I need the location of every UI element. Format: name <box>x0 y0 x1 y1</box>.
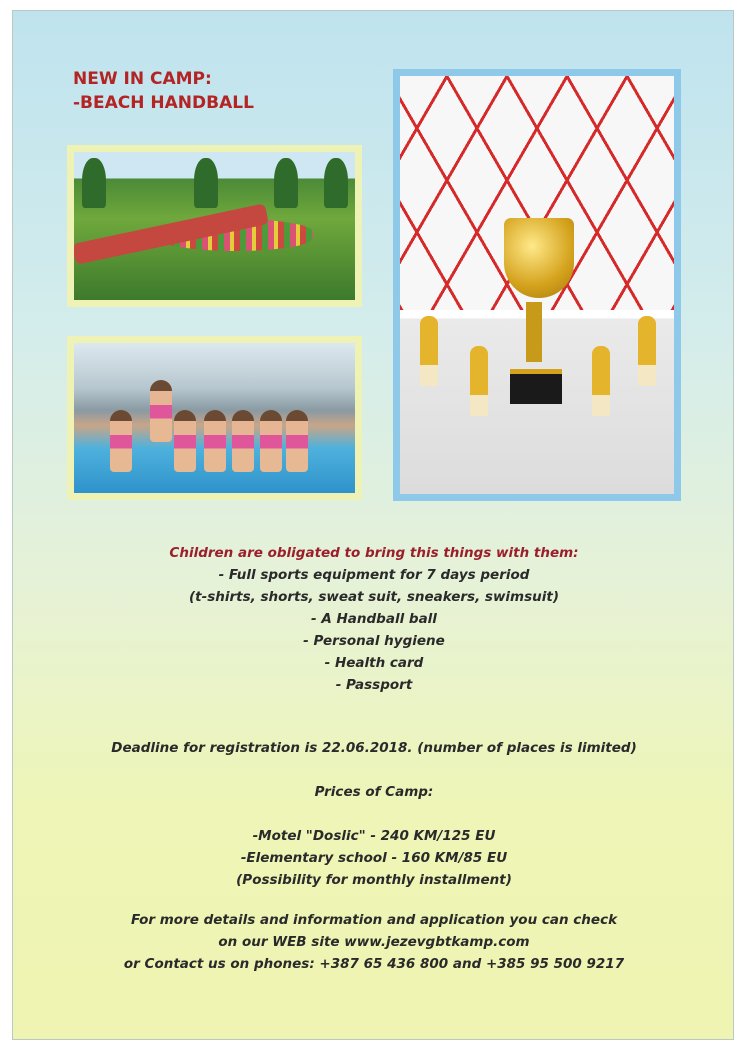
contact-block <box>13 909 735 975</box>
pool-photo <box>74 343 355 493</box>
deadline-text: Deadline for registration is 22.06.2018. (number of places is limited) <box>111 740 637 756</box>
headline <box>73 67 254 115</box>
garden-photo-frame <box>67 145 362 307</box>
prices-block <box>13 781 735 891</box>
requirement-item: - Personal hygiene <box>303 633 445 649</box>
requirement-item: - Passport <box>335 677 413 693</box>
price-item: (Possibility for monthly installment) <box>236 872 512 888</box>
trophy-photo <box>400 76 674 494</box>
website-link[interactable]: www.jezevgbtkamp.com <box>344 934 530 950</box>
deadline-block <box>13 737 735 759</box>
requirement-item: - A Handball ball <box>311 611 437 627</box>
requirement-item: (t-shirts, shorts, sweat suit, sneakers, swimsuit) <box>188 589 560 605</box>
contact-web-prefix: on our WEB site <box>218 934 345 950</box>
contact-line-2 <box>13 931 735 953</box>
requirements-intro: Children are obligated to bring this things with them: <box>169 545 579 561</box>
requirements-block <box>13 542 735 696</box>
trophy-photo-frame <box>393 69 681 501</box>
contact-line-1: For more details and information and application you can check <box>130 912 618 928</box>
requirement-item: - Full sports equipment for 7 days period <box>218 567 530 583</box>
price-item: -Motel "Doslic" - 240 KM/125 EU <box>252 828 496 844</box>
prices-title: Prices of Camp: <box>314 784 434 800</box>
headline-line-2: -BEACH HANDBALL <box>73 93 254 113</box>
garden-photo <box>74 152 355 300</box>
flyer-page <box>12 10 734 1040</box>
pool-photo-frame <box>67 336 362 500</box>
price-item: -Elementary school - 160 KM/85 EU <box>240 850 508 866</box>
headline-line-1: NEW IN CAMP: <box>73 69 212 89</box>
contact-phones: or Contact us on phones: +387 65 436 800 and +385 95 500 9217 <box>123 956 625 972</box>
requirement-item: - Health card <box>324 655 424 671</box>
